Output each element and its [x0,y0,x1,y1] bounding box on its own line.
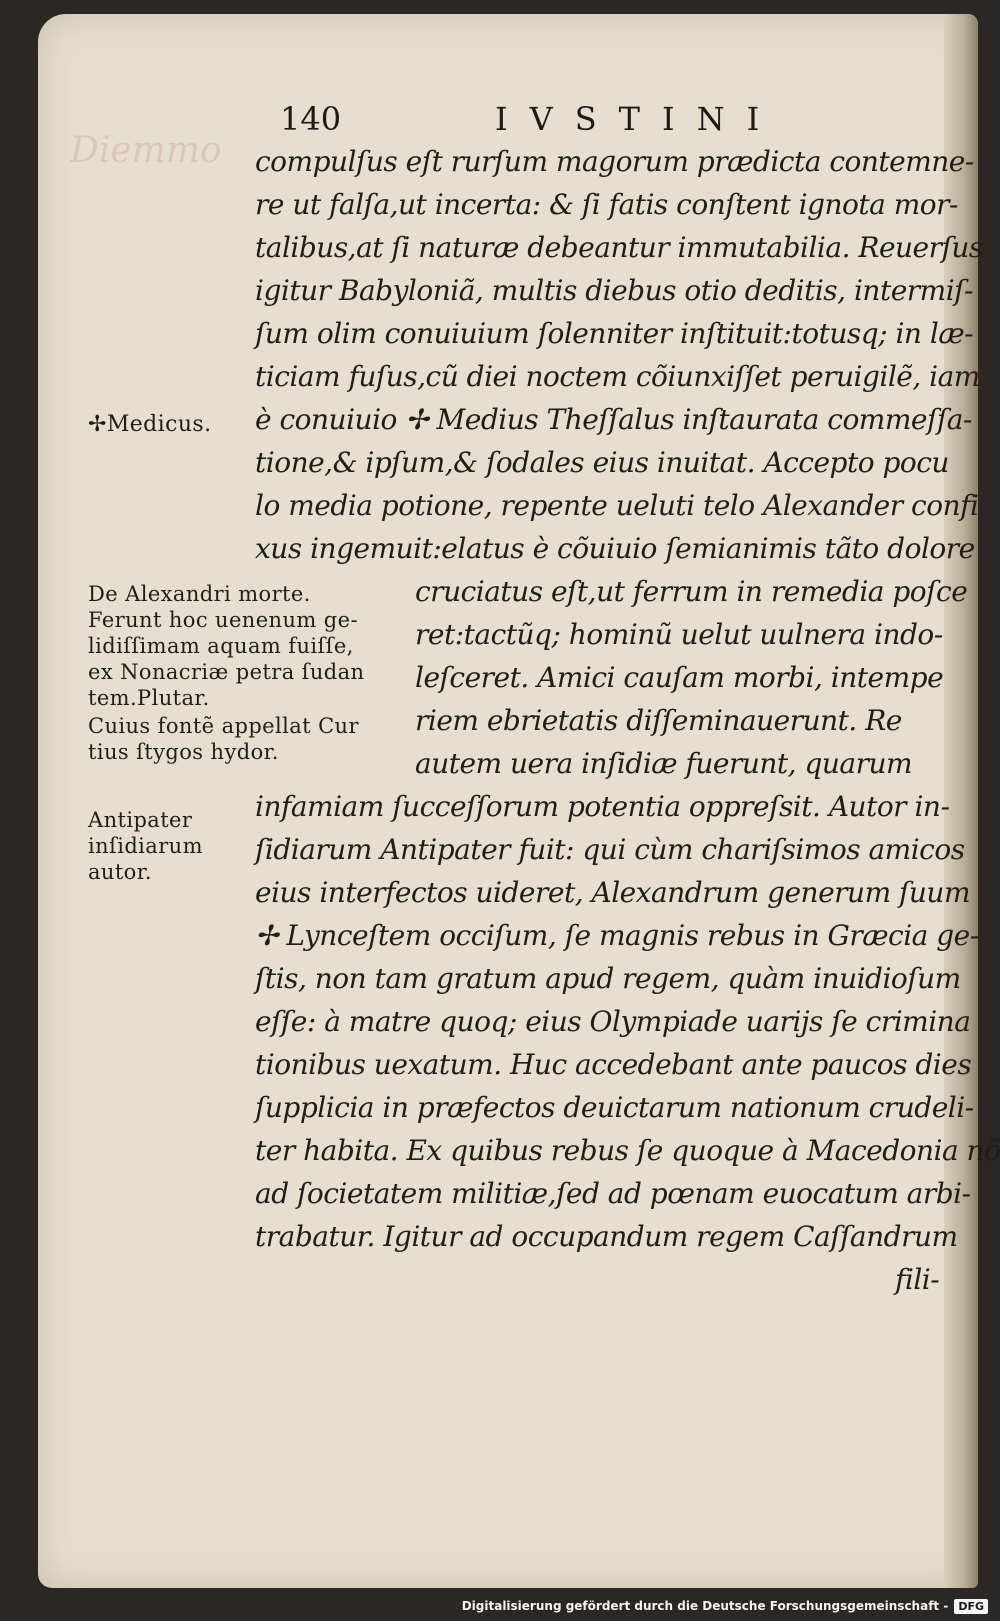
catchword: fili- [895,1263,940,1296]
text-line: talibus,at ſi naturæ debeantur immutabilia. Reuerſus [255,231,983,264]
dfg-logo: DFG [954,1599,988,1614]
faint-handwritten-annotation: Diemmo [70,130,222,171]
text-line: tione,& ipſum,& ſodales eius inuitat. Accepto pocu [255,446,949,479]
text-line: ſidiarum Antipater fuit: qui cùm chariſsimos amicos [255,833,965,866]
text-line: ticiam fuſus,cũ diei noctem cõiunxiſſet peruigilẽ, iam [255,360,980,393]
note-line: Antipater [88,808,193,832]
text-line: è conuiuio ✢ Medius Theſſalus inſtaurata commeſſa- [255,403,972,436]
running-head: IVSTINI [495,100,782,138]
text-line: eius interfectos uideret, Alexandrum generum ſuum [255,876,971,909]
text-line: compulſus eſt rurſum magorum prædicta contemne- [255,145,974,178]
credit-text: Digitalisierung gefördert durch die Deutsche Forschungsgemeinschaft - [461,1599,949,1613]
page-header [280,100,800,144]
text-line: lo media potione, repente ueluti telo Alexander confi [255,489,979,522]
text-line: xus ingemuit:elatus è cõuiuio ſemianimis tãto dolore [255,532,975,565]
note-line: tius ſtygos hydor. [88,740,279,764]
text-line: ad ſocietatem militiæ,ſed ad pœnam euocatum arbi- [255,1177,971,1210]
text-line: cruciatus eſt,ut ferrum in remedia poſce [415,575,968,608]
note-line: tem.Plutar. [88,686,210,710]
note-line: lidiſſimam aquam fuiſſe, [88,634,354,658]
note-line: autor. [88,860,152,884]
text-line: tionibus uexatum. Huc accedebant ante paucos dies [255,1048,972,1081]
note-line: Ferunt hoc uenenum ge- [88,608,358,632]
digitization-credit [462,1595,988,1617]
text-line: trabatur. Igitur ad occupandum regem Caſſandrum [255,1220,958,1253]
text-line: autem uera inſidiæ fuerunt, quarum [415,747,913,780]
note-line: De Alexandri morte. [88,582,311,606]
text-line: igitur Babyloniã, multis diebus otio deditis, intermiſ- [255,274,973,307]
text-line: ſtis, non tam gratum apud regem, quàm inuidioſum [255,962,961,995]
note-line: ✢Medicus. [88,412,212,437]
note-line: inſidiarum [88,834,203,858]
note-line: ex Nonacriæ petra ſudan [88,660,365,684]
text-line: ret:tactũq; hominũ uelut uulnera indo- [415,618,943,651]
page-number: 140 [280,100,342,138]
text-line: eſſe: à matre quoq; eius Olympiade uarijs ſe crimina [255,1005,971,1038]
text-line: ſum olim conuiuium ſolenniter inſtituit:totusq; in læ- [255,317,974,350]
text-line: ✢ Lynceſtem occiſum, ſe magnis rebus in Græcia ge- [255,919,979,952]
text-line: riem ebrietatis diſſeminauerunt. Re [415,704,902,737]
text-line: ter habita. Ex quibus rebus ſe quoque à Macedonia nõ [255,1134,1000,1167]
text-line: re ut falſa,ut incerta: & ſi fatis conſtent ignota mor- [255,188,958,221]
note-line: Cuius fontẽ appellat Cur [88,714,359,738]
text-line: infamiam ſucceſſorum potentia oppreſsit. Autor in- [255,790,950,823]
text-line: leſceret. Amici cauſam morbi, intempe [415,661,944,694]
text-line: ſupplicia in præfectos deuictarum nationum crudeli- [255,1091,974,1124]
